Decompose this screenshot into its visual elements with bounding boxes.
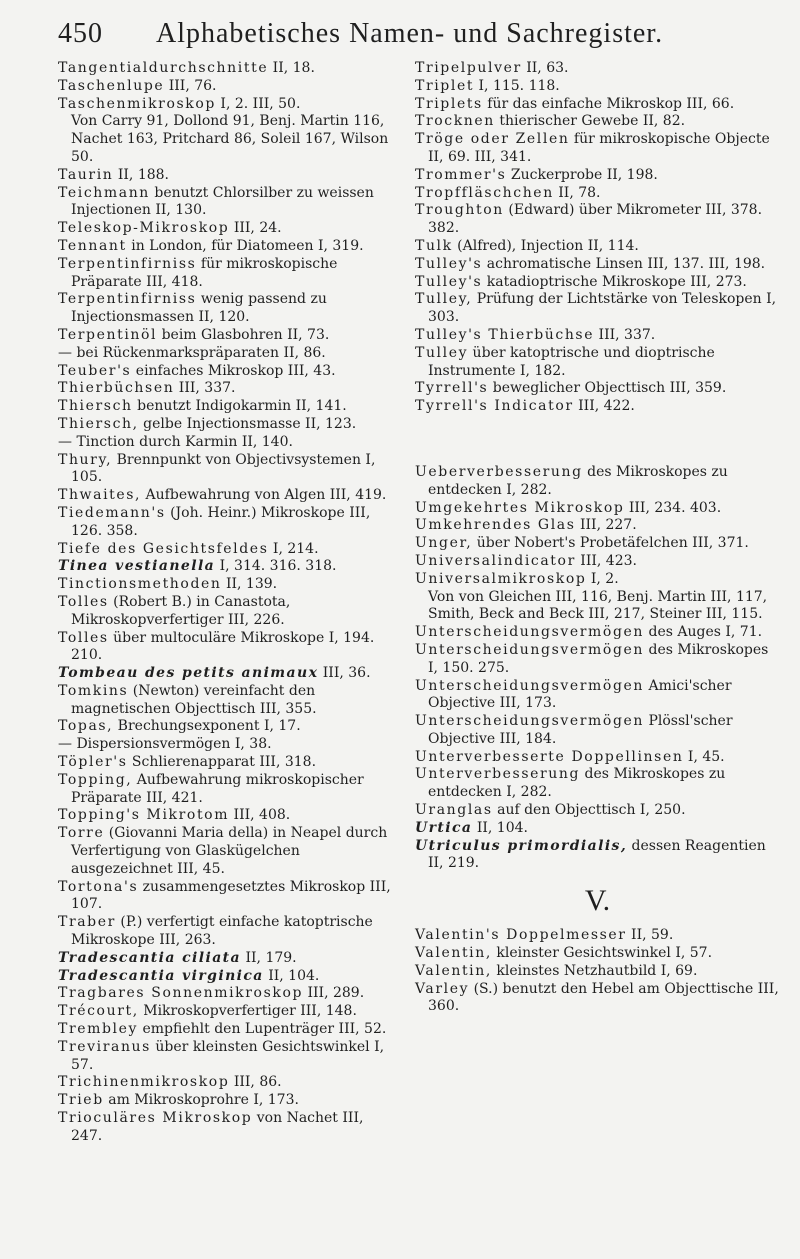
- index-entry: [415, 963, 780, 981]
- index-keyword: Utriculus primordialis,: [415, 837, 628, 854]
- index-keyword: Troughton: [415, 202, 504, 219]
- index-entry: [58, 185, 393, 221]
- index-entry: [415, 553, 780, 571]
- index-reference: kleinstes Netzhautbild I, 69.: [491, 962, 698, 979]
- index-entry: [58, 665, 393, 683]
- index-keyword: Teuber's: [58, 362, 132, 379]
- index-entry: [415, 517, 780, 535]
- index-keyword: Tulley's: [415, 273, 483, 290]
- index-reference: III, 289.: [303, 985, 365, 1002]
- index-entry: [58, 380, 393, 398]
- index-keyword: Teichmann: [58, 184, 150, 201]
- index-reference: III, 227.: [575, 517, 637, 534]
- index-keyword: Tyrrell's Indicator: [415, 398, 574, 415]
- index-entry: [58, 452, 393, 488]
- index-reference: Von von Gleichen III, 116, Benj. Martin III, 117, Smith, Beck and Beck III, 217, Steiner III, 115.: [428, 588, 768, 623]
- index-keyword: Trécourt,: [58, 1003, 139, 1020]
- index-reference: III, 24.: [229, 220, 282, 237]
- index-entry: [415, 624, 780, 642]
- index-entry: [58, 345, 393, 363]
- index-keyword: Trocknen: [415, 113, 495, 130]
- index-keyword: Uranglas: [415, 802, 493, 819]
- index-keyword: Tangentialdurchschnitte: [58, 60, 269, 76]
- index-keyword: Triplets: [415, 95, 483, 112]
- index-keyword: Tröge oder Zellen: [415, 131, 570, 148]
- index-entry: [415, 589, 780, 625]
- index-reference: (Edward) über Mikrometer III, 378. 382.: [428, 202, 763, 237]
- index-keyword: Trommer's: [415, 166, 507, 183]
- index-keyword: Tiefe des Gesichtsfeldes: [58, 540, 269, 557]
- index-reference: einfaches Mikroskop III, 43.: [131, 362, 336, 379]
- index-keyword: Tennant: [58, 237, 127, 254]
- index-reference: Zuckerprobe II, 198.: [506, 166, 658, 183]
- page-number: 450: [58, 18, 103, 49]
- index-reference: I, 2.: [586, 570, 619, 587]
- index-entry: [415, 131, 780, 167]
- index-entry: [58, 558, 393, 576]
- index-keyword: Tinea vestianella: [58, 558, 216, 575]
- index-reference: empfiehlt den Lupenträger III, 52.: [138, 1021, 387, 1038]
- index-entry: [415, 678, 780, 714]
- index-keyword: Topas,: [58, 718, 114, 735]
- index-keyword: Trichinenmikroskop: [58, 1074, 230, 1091]
- index-keyword: Valentin,: [415, 945, 492, 962]
- index-keyword: Traber: [58, 914, 116, 931]
- index-reference: des Mikroskopes I, 150. 275.: [428, 641, 769, 676]
- index-entry: [58, 220, 393, 238]
- index-entry: [58, 683, 393, 719]
- index-keyword: Tomkins: [58, 682, 129, 699]
- index-keyword: Tripelpulver: [415, 60, 522, 76]
- index-reference: III, 337.: [174, 380, 236, 397]
- index-group-v: [415, 927, 780, 1016]
- index-entry: [58, 113, 393, 166]
- index-reference: (Alfred), Injection II, 114.: [452, 237, 639, 254]
- index-reference: in London, für Diatomeen I, 319.: [126, 237, 364, 254]
- index-keyword: Tulley's Thierbüchse: [415, 326, 595, 343]
- index-keyword: Tyrrell's: [415, 380, 489, 397]
- index-reference: dessen Reagentien II, 219.: [428, 837, 766, 872]
- index-reference: Plössl'scher Objective III, 184.: [428, 713, 733, 747]
- index-reference: III, 234. 403.: [624, 499, 722, 516]
- index-keyword: Töpler's: [58, 754, 128, 771]
- index-reference: Schlierenapparat III, 318.: [127, 754, 317, 771]
- index-reference: III, 76.: [164, 77, 217, 94]
- index-reference: über katoptrische und dioptrische Instrumente I, 182.: [428, 344, 715, 379]
- index-reference: — bei Rückenmarkspräparaten II, 86.: [58, 344, 326, 361]
- index-reference: von Nachet III, 247.: [71, 1110, 364, 1144]
- index-keyword: Treviranus: [58, 1038, 151, 1055]
- index-entry: [415, 642, 780, 678]
- index-entry: [58, 60, 393, 78]
- index-entry: [415, 981, 780, 1017]
- index-reference: des Mikroskopes zu entdecken I, 282.: [428, 463, 728, 498]
- index-entry: [58, 1039, 393, 1075]
- index-keyword: Trieb: [58, 1092, 104, 1109]
- index-entry: [58, 1074, 393, 1092]
- index-reference: I, 115. 118.: [474, 77, 560, 94]
- index-reference: II, 104.: [263, 967, 320, 984]
- index-reference: Aufbewahrung mikroskopischer Präparate III, 421.: [71, 771, 364, 806]
- index-reference: auf den Objecttisch I, 250.: [492, 802, 686, 819]
- index-entry: [415, 78, 780, 96]
- index-reference: für das einfache Mikroskop III, 66.: [482, 95, 735, 112]
- index-entry: [58, 736, 393, 754]
- index-keyword: Tiedemann's: [58, 504, 166, 521]
- index-keyword: Varley: [415, 980, 470, 997]
- index-entry: [58, 576, 393, 594]
- index-keyword: Trioculäres Mikroskop: [58, 1110, 253, 1127]
- index-keyword: Umgekehrtes Mikroskop: [415, 499, 625, 516]
- index-reference: Prüfung der Lichtstärke von Teleskopen I, 303.: [428, 291, 777, 326]
- index-keyword: Ueberverbesserung: [415, 463, 583, 480]
- index-keyword: Taschenlupe: [58, 77, 165, 94]
- index-entry: [415, 327, 780, 345]
- index-keyword: Tombeau des petits animaux: [58, 665, 319, 682]
- index-entry: [58, 291, 393, 327]
- index-entry: [415, 766, 780, 802]
- index-entry: [58, 718, 393, 736]
- index-reference: Brennpunkt von Objectivsystemen I, 105.: [71, 451, 376, 486]
- index-entry: [58, 167, 393, 185]
- index-entry: [58, 487, 393, 505]
- index-entry: [415, 238, 780, 256]
- running-title: Alphabetisches Namen- und Sachregister.: [156, 18, 664, 49]
- index-entry: [415, 345, 780, 381]
- index-reference: (P.) verfertigt einfache katoptrische Mikroskope III, 263.: [71, 914, 373, 949]
- index-reference: II, 179.: [241, 949, 297, 966]
- index-keyword: Taschenmikroskop: [58, 95, 216, 112]
- index-entry: [415, 60, 780, 78]
- index-keyword: Universalindicator: [415, 552, 576, 569]
- index-reference: — Tinction durch Karmin II, 140.: [58, 433, 293, 450]
- index-reference: I, 45.: [683, 748, 725, 765]
- index-keyword: Unterscheidungsvermögen: [415, 624, 645, 641]
- index-entry: [415, 202, 780, 238]
- index-entry: [415, 500, 780, 518]
- index-reference: II, 188.: [113, 166, 169, 183]
- index-entry: [58, 398, 393, 416]
- index-reference: II, 18.: [268, 60, 315, 76]
- index-reference: Mikroskopverfertiger III, 148.: [138, 1003, 357, 1020]
- index-reference: III, 408.: [229, 807, 291, 824]
- index-reference: benutzt Chlorsilber zu weissen Injectionen II, 130.: [71, 184, 374, 219]
- index-keyword: Urtica: [415, 819, 473, 836]
- index-entry: [415, 713, 780, 749]
- index-column-right: [415, 60, 780, 1016]
- index-reference: achromatische Linsen III, 137. III, 198.: [482, 255, 766, 272]
- index-keyword: Tolles: [58, 593, 109, 610]
- index-reference: Von Carry 91, Dollond 91, Benj. Martin 116, Nachet 163, Pritchard 86, Soleil 167, Wilson 50.: [71, 113, 389, 165]
- index-reference: III, 422.: [573, 398, 635, 415]
- index-keyword: Tradescantia ciliata: [58, 949, 242, 966]
- index-entry: [58, 950, 393, 968]
- index-entry: [415, 802, 780, 820]
- index-entry: [58, 1092, 393, 1110]
- index-reference: Brechungsexponent I, 17.: [113, 718, 301, 735]
- index-group-u: [415, 464, 780, 873]
- index-reference: kleinster Gesichtswinkel I, 57.: [491, 945, 713, 962]
- index-reference: II, 63.: [521, 60, 569, 76]
- index-entry: [58, 772, 393, 808]
- index-reference: III, 36.: [318, 665, 371, 682]
- index-reference: I, 2. III, 50.: [215, 95, 301, 112]
- index-keyword: Trembley: [58, 1021, 139, 1038]
- index-entry: [58, 1003, 393, 1021]
- index-entry: [58, 327, 393, 345]
- index-keyword: Umkehrendes Glas: [415, 517, 576, 534]
- index-keyword: Thiersch: [58, 398, 133, 415]
- index-keyword: Topping's Mikrotom: [58, 807, 230, 824]
- index-reference: für mikroskopische Präparate III, 418.: [71, 255, 338, 290]
- index-entry: [415, 274, 780, 292]
- index-reference: (Joh. Heinr.) Mikroskope III, 126. 358.: [71, 504, 371, 539]
- index-keyword: Thwaites,: [58, 487, 142, 504]
- index-entry: [58, 807, 393, 825]
- index-entry: [58, 363, 393, 381]
- index-keyword: Triplet: [415, 77, 475, 94]
- index-keyword: Tropffläschchen: [415, 184, 554, 201]
- index-reference: III, 423.: [575, 552, 637, 569]
- index-entry: [58, 594, 393, 630]
- index-reference: über kleinsten Gesichtswinkel I, 57.: [71, 1038, 385, 1073]
- index-reference: — Dispersionsvermögen I, 38.: [58, 736, 272, 753]
- index-keyword: Tolles: [58, 629, 109, 646]
- index-reference: III, 337.: [594, 326, 656, 343]
- index-reference: katadioptrische Mikroskope III, 273.: [482, 273, 747, 290]
- index-keyword: Thierbüchsen: [58, 380, 175, 397]
- index-keyword: Tulk: [415, 237, 453, 254]
- index-reference: wenig passend zu Injectionsmassen II, 120.: [71, 291, 327, 326]
- index-keyword: Tulley's: [415, 255, 483, 272]
- index-keyword: Topping,: [58, 771, 133, 788]
- index-entry: [58, 825, 393, 878]
- index-entry: [58, 630, 393, 666]
- index-reference: (S.) benutzt den Hebel am Objecttische III, 360.: [428, 980, 779, 1015]
- index-entry: [415, 113, 780, 131]
- index-keyword: Thury,: [58, 451, 113, 468]
- index-keyword: Torre: [58, 825, 105, 842]
- index-reference: gelbe Injectionsmasse II, 123.: [138, 415, 357, 432]
- index-keyword: Tradescantia virginica: [58, 967, 264, 984]
- index-reference: (Giovanni Maria della) in Neapel durch Verfertigung von Glaskügelchen ausgezeichnet III, 45.: [71, 825, 388, 877]
- index-entry: [415, 256, 780, 274]
- index-keyword: Tulley,: [415, 291, 473, 308]
- page-header: [58, 14, 778, 54]
- index-keyword: Valentin's Doppelmesser: [415, 927, 627, 944]
- index-reference: des Auges I, 71.: [644, 624, 763, 641]
- index-entry: [415, 291, 780, 327]
- index-entry: [415, 185, 780, 203]
- index-keyword: Taurin: [58, 166, 114, 183]
- index-reference: beweglicher Objecttisch III, 359.: [488, 380, 727, 397]
- index-reference: thierischer Gewebe II, 82.: [494, 113, 686, 130]
- index-entry: [58, 541, 393, 559]
- index-column-left: [58, 60, 393, 1146]
- index-reference: (Newton) vereinfacht den magnetischen Objecttisch III, 355.: [71, 682, 317, 717]
- index-entry: [58, 78, 393, 96]
- index-keyword: Unterverbesserte Doppellinsen: [415, 748, 684, 765]
- index-entry: [415, 380, 780, 398]
- index-reference: am Mikroskoprohre I, 173.: [103, 1092, 299, 1109]
- index-entry: [58, 1110, 393, 1146]
- index-entry: [415, 945, 780, 963]
- index-keyword: Unger,: [415, 535, 473, 552]
- index-reference: für mikroskopische Objecte II, 69. III, 341.: [428, 131, 770, 165]
- index-keyword: Valentin,: [415, 962, 492, 979]
- index-entry: [58, 434, 393, 452]
- index-entry: [58, 879, 393, 915]
- column-gap: [415, 416, 780, 464]
- index-reference: des Mikroskopes zu entdecken I, 282.: [428, 766, 726, 801]
- index-entry: [415, 96, 780, 114]
- index-entry: [415, 927, 780, 945]
- index-reference: II, 139.: [221, 576, 278, 593]
- index-reference: I, 314. 316. 318.: [215, 558, 337, 575]
- index-entry: [415, 820, 780, 838]
- index-entry: [58, 968, 393, 986]
- index-entry: [415, 398, 780, 416]
- index-entry: [58, 238, 393, 256]
- index-entry: [58, 505, 393, 541]
- index-reference: über multoculäre Mikroskope I, 194. 210.: [71, 629, 375, 664]
- index-keyword: Terpentinöl: [58, 326, 158, 343]
- index-entry: [58, 754, 393, 772]
- index-reference: (Robert B.) in Canastota, Mikroskopverfertiger III, 226.: [71, 593, 291, 628]
- index-entry: [58, 1021, 393, 1039]
- index-keyword: Unterscheidungsvermögen: [415, 641, 645, 658]
- index-keyword: Tulley: [415, 344, 469, 361]
- index-reference: Amici'scher Objective III, 173.: [428, 677, 732, 712]
- index-keyword: Tragbares Sonnenmikroskop: [58, 985, 304, 1002]
- index-reference: über Nobert's Probetäfelchen III, 371.: [472, 535, 749, 552]
- index-entry: [58, 416, 393, 434]
- index-keyword: Thiersch,: [58, 415, 139, 432]
- index-entry: [58, 96, 393, 114]
- index-reference: II, 104.: [472, 819, 528, 836]
- index-reference: II, 78.: [553, 184, 601, 201]
- index-reference: II, 59.: [626, 927, 674, 944]
- index-reference: beim Glasbohren II, 73.: [157, 326, 330, 343]
- index-keyword: Teleskop-Mikroskop: [58, 220, 230, 237]
- index-keyword: Unterverbesserung: [415, 766, 581, 783]
- index-entry: [415, 749, 780, 767]
- index-entry: [415, 571, 780, 589]
- index-entry: [415, 167, 780, 185]
- index-reference: I, 214.: [268, 540, 319, 557]
- index-entry: [58, 985, 393, 1003]
- index-reference: III, 86.: [229, 1074, 282, 1091]
- index-entry: [415, 535, 780, 553]
- index-keyword: Unterscheidungsvermögen: [415, 713, 645, 730]
- index-entry: [415, 838, 780, 874]
- index-reference: benutzt Indigokarmin II, 141.: [132, 398, 347, 415]
- index-reference: zusammengesetztes Mikroskop III, 107.: [71, 878, 391, 913]
- index-reference: Aufbewahrung von Algen III, 419.: [141, 487, 387, 504]
- index-keyword: Universalmikroskop: [415, 570, 587, 587]
- index-keyword: Terpentinfirniss: [58, 291, 197, 308]
- index-group-t: [415, 60, 780, 416]
- index-entry: [58, 914, 393, 950]
- section-letter-v: V.: [584, 884, 611, 918]
- index-entry: [415, 464, 780, 500]
- index-keyword: Tortona's: [58, 878, 139, 895]
- index-entry: [58, 256, 393, 292]
- index-keyword: Terpentinfirniss: [58, 255, 197, 272]
- index-keyword: Unterscheidungsvermögen: [415, 677, 645, 694]
- index-keyword: Tinctionsmethoden: [58, 576, 222, 593]
